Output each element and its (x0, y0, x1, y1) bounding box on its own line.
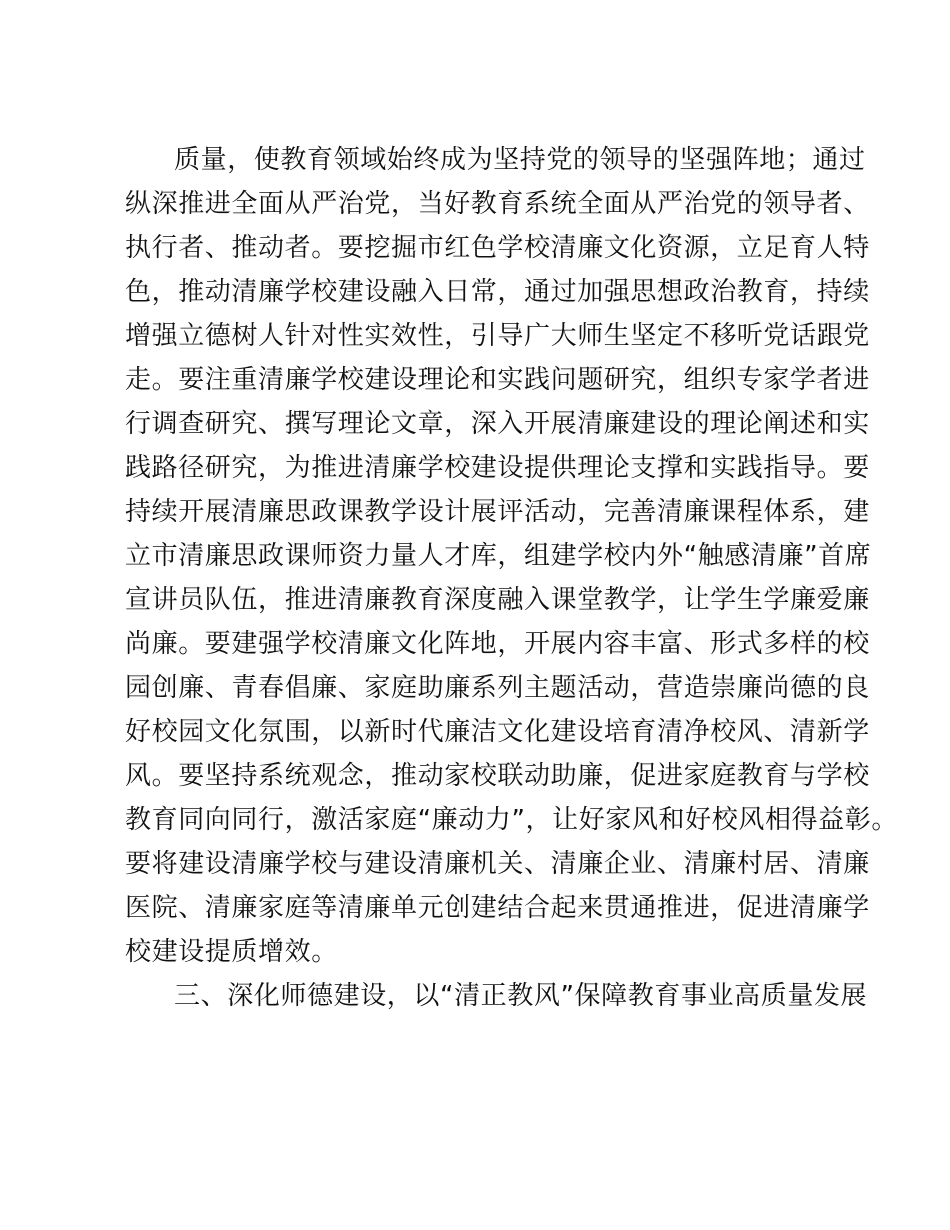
text-line-5: 增强立德树人针对性实效性，引导广大师生坚定不移听党话跟党 (125, 321, 870, 351)
section-heading: 三、深化师德建设，以“清正教风”保障教育事业高质量发展 (174, 981, 868, 1011)
text-line-11: 宣讲员队伍，推进清廉教育深度融入课堂教学，让学生学廉爱廉 (125, 585, 870, 615)
text-line-7: 行调查研究、撰写理论文章，深入开展清廉建设的理论阐述和实 (125, 409, 870, 439)
text-line-17: 要将建设清廉学校与建设清廉机关、清廉企业、清廉村居、清廉 (125, 849, 870, 879)
text-line-3: 执行者、推动者。要挖掘市红色学校清廉文化资源，立足育人特 (125, 233, 870, 263)
text-line-1: 质量，使教育领域始终成为坚持党的领导的坚强阵地；通过 (174, 145, 866, 175)
text-line-6: 走。要注重清廉学校建设理论和实践问题研究，组织专家学者进 (125, 365, 870, 395)
text-line-16: 教育同向同行，激活家庭“廉动力”，让好家风和好校风相得益彰。 (125, 805, 898, 835)
text-line-8: 践路径研究，为推进清廉学校建设提供理论支撑和实践指导。要 (125, 453, 870, 483)
text-line-13: 园创廉、青春倡廉、家庭助廉系列主题活动，营造崇廉尚德的良 (125, 673, 870, 703)
text-line-14: 好校园文化氛围，以新时代廉洁文化建设培育清净校风、清新学 (125, 717, 870, 747)
text-line-12: 尚廉。要建强学校清廉文化阵地，开展内容丰富、形式多样的校 (125, 629, 870, 659)
text-line-19: 校建设提质增效。 (125, 937, 338, 967)
text-line-2: 纵深推进全面从严治党，当好教育系统全面从严治党的领导者、 (125, 189, 870, 219)
text-line-9: 持续开展清廉思政课教学设计展评活动，完善清廉课程体系，建 (125, 497, 870, 527)
text-line-15: 风。要坚持系统观念，推动家校联动助廉，促进家庭教育与学校 (125, 761, 870, 791)
text-line-10: 立市清廉思政课师资力量人才库，组建学校内外“触感清廉”首席 (125, 541, 872, 571)
text-line-4: 色，推动清廉学校建设融入日常，通过加强思想政治教育，持续 (125, 277, 870, 307)
text-line-18: 医院、清廉家庭等清廉单元创建结合起来贯通推进，促进清廉学 (125, 893, 870, 923)
